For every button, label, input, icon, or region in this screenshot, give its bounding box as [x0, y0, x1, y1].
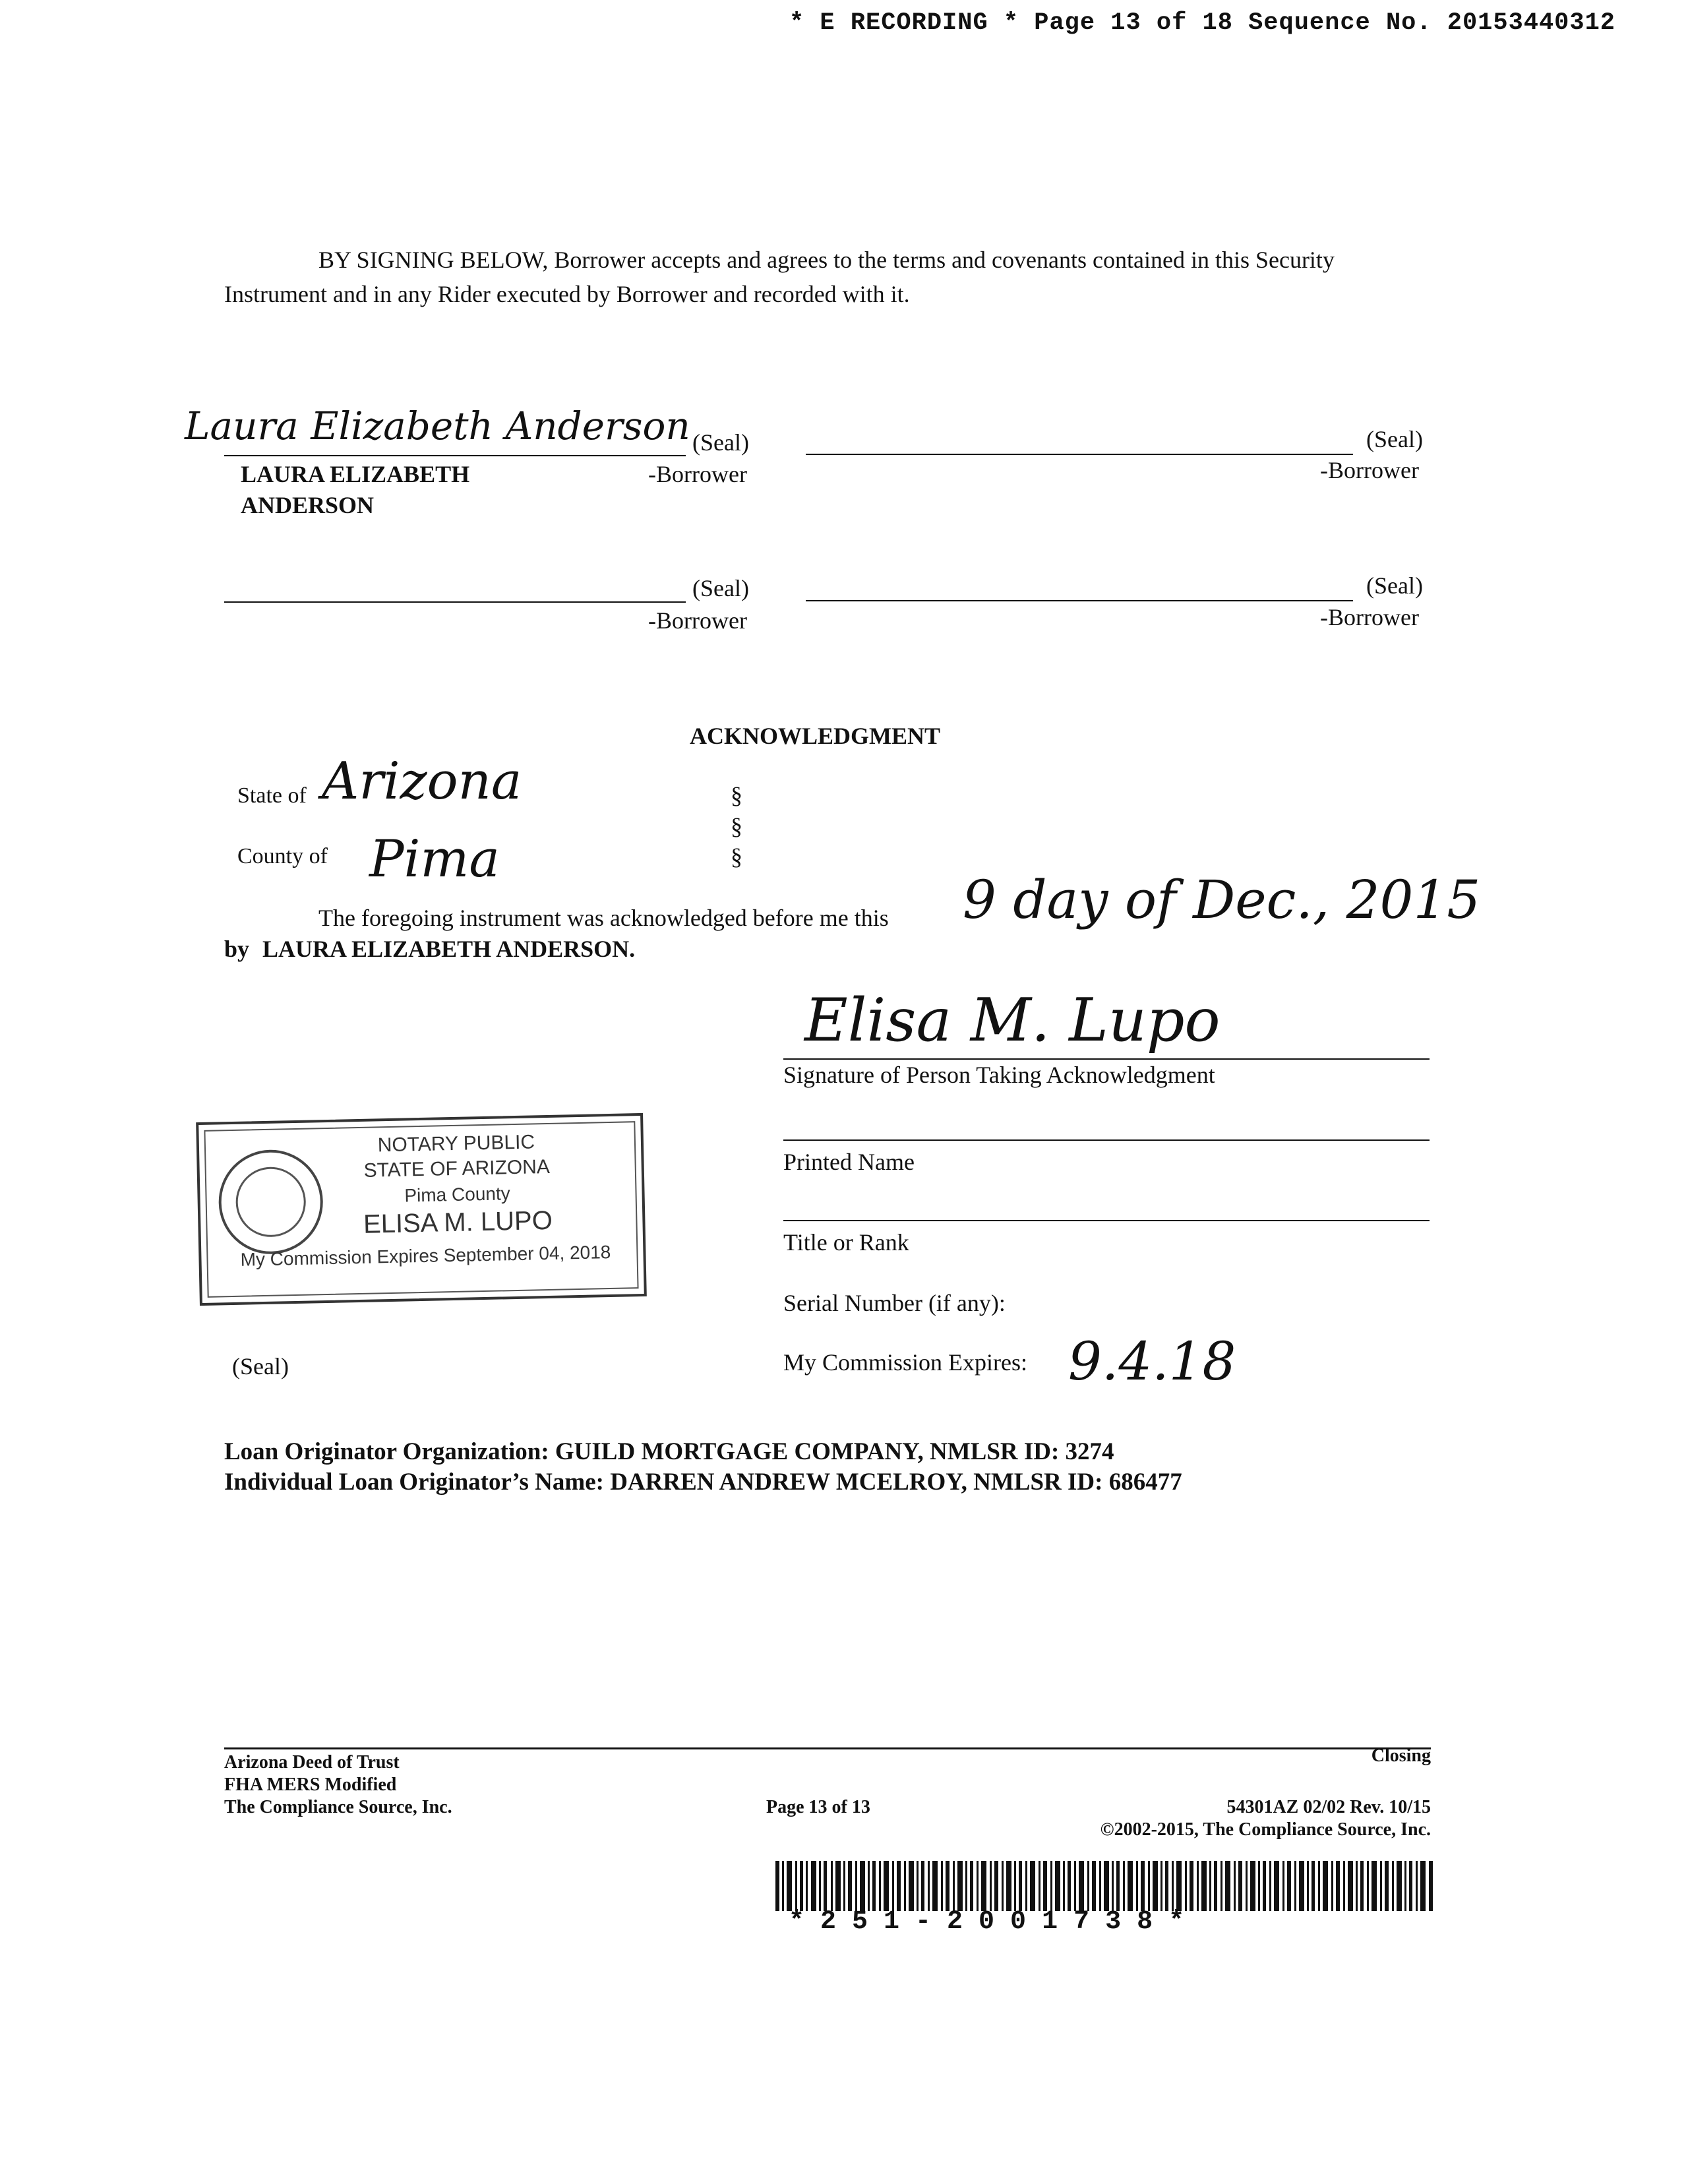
- borrower-signature: Laura Elizabeth Anderson: [185, 404, 690, 448]
- footer-left-2: FHA MERS Modified: [224, 1774, 397, 1795]
- title-rank-line: [783, 1220, 1430, 1221]
- borrower-label-2-left: -Borrower: [648, 607, 747, 634]
- footer-rule: [224, 1747, 1431, 1749]
- seal-label-1-right: (Seal): [1366, 426, 1423, 452]
- borrower-label-1-right: -Borrower: [1320, 457, 1419, 483]
- signature-line-1-left: [224, 455, 686, 456]
- notary-seal-label: (Seal): [232, 1353, 289, 1380]
- signature-line-2-right: [806, 600, 1353, 601]
- borrower-label-2-right: -Borrower: [1320, 604, 1419, 630]
- stamp-line-1: NOTARY PUBLIC: [377, 1131, 535, 1157]
- notary-stamp: [196, 1113, 647, 1306]
- footer-copyright: ©2002-2015, The Compliance Source, Inc.: [1100, 1819, 1431, 1840]
- seal-label-1-left: (Seal): [692, 429, 749, 456]
- section-symbol-1: §: [731, 782, 742, 808]
- acknowledgment-title: ACKNOWLEDGMENT: [690, 723, 941, 749]
- state-label: State of: [237, 783, 307, 808]
- footer-page-number: Page 13 of 13: [766, 1797, 870, 1817]
- by-name: LAURA ELIZABETH ANDERSON.: [262, 936, 636, 962]
- signature-line-2-left: [224, 601, 686, 603]
- footer-form-number: 54301AZ 02/02 Rev. 10/15: [1226, 1797, 1431, 1817]
- originator-org: Loan Originator Organization: GUILD MORTGAGE COMPANY, NMLSR ID: 3274: [224, 1438, 1114, 1465]
- printed-name-label: Printed Name: [783, 1149, 915, 1175]
- stamp-line-4: ELISA M. LUPO: [363, 1205, 553, 1239]
- barcode-text: * 2 5 1 - 2 0 0 1 7 3 8 *: [789, 1907, 1185, 1937]
- notary-signature-label: Signature of Person Taking Acknowledgment: [783, 1062, 1215, 1088]
- footer-left-3: The Compliance Source, Inc.: [224, 1797, 452, 1817]
- recording-header: * E RECORDING * Page 13 of 18 Sequence No. 20153440312: [789, 9, 1615, 37]
- acknowledgment-date: 9 day of Dec., 2015: [963, 869, 1481, 930]
- stamp-line-2: STATE OF ARIZONA: [363, 1155, 551, 1182]
- originator-individual: Individual Loan Originator’s Name: DARREN ANDREW MCELROY, NMLSR ID: 686477: [224, 1469, 1182, 1496]
- footer-left-1: Arizona Deed of Trust: [224, 1752, 400, 1773]
- commission-expires-value: 9.4.18: [1068, 1331, 1236, 1392]
- printed-name-line: [783, 1139, 1430, 1141]
- county-label: County of: [237, 844, 328, 868]
- signer-name-line-2: ANDERSON: [241, 492, 375, 518]
- by-label: by: [224, 936, 250, 962]
- intro-line-2: Instrument and in any Rider executed by Borrower and recorded with it.: [224, 281, 910, 307]
- state-value: Arizona: [322, 752, 522, 811]
- footer-closing: Closing: [1371, 1745, 1431, 1766]
- foregoing-text: The foregoing instrument was acknowledged before me this: [318, 905, 889, 931]
- notary-signature: Elisa M. Lupo: [804, 986, 1221, 1055]
- county-value: Pima: [369, 830, 500, 889]
- signer-name-line-1: LAURA ELIZABETH: [241, 461, 470, 487]
- commission-expires-label: My Commission Expires:: [783, 1349, 1028, 1376]
- stamp-line-5: My Commission Expires September 04, 2018: [240, 1242, 611, 1270]
- barcode-icon: [775, 1861, 1435, 1911]
- section-symbol-3: §: [731, 843, 742, 870]
- borrower-label-1-left: -Borrower: [648, 461, 747, 487]
- signature-line-1-right: [806, 454, 1353, 455]
- serial-number-label: Serial Number (if any):: [783, 1290, 1006, 1316]
- seal-label-2-left: (Seal): [692, 575, 749, 601]
- intro-line-1: BY SIGNING BELOW, Borrower accepts and agrees to the terms and covenants contained in this Security: [318, 247, 1335, 273]
- section-symbol-2: §: [731, 813, 742, 839]
- title-rank-label: Title or Rank: [783, 1229, 909, 1256]
- stamp-line-3: Pima County: [404, 1183, 510, 1206]
- seal-label-2-right: (Seal): [1366, 572, 1423, 599]
